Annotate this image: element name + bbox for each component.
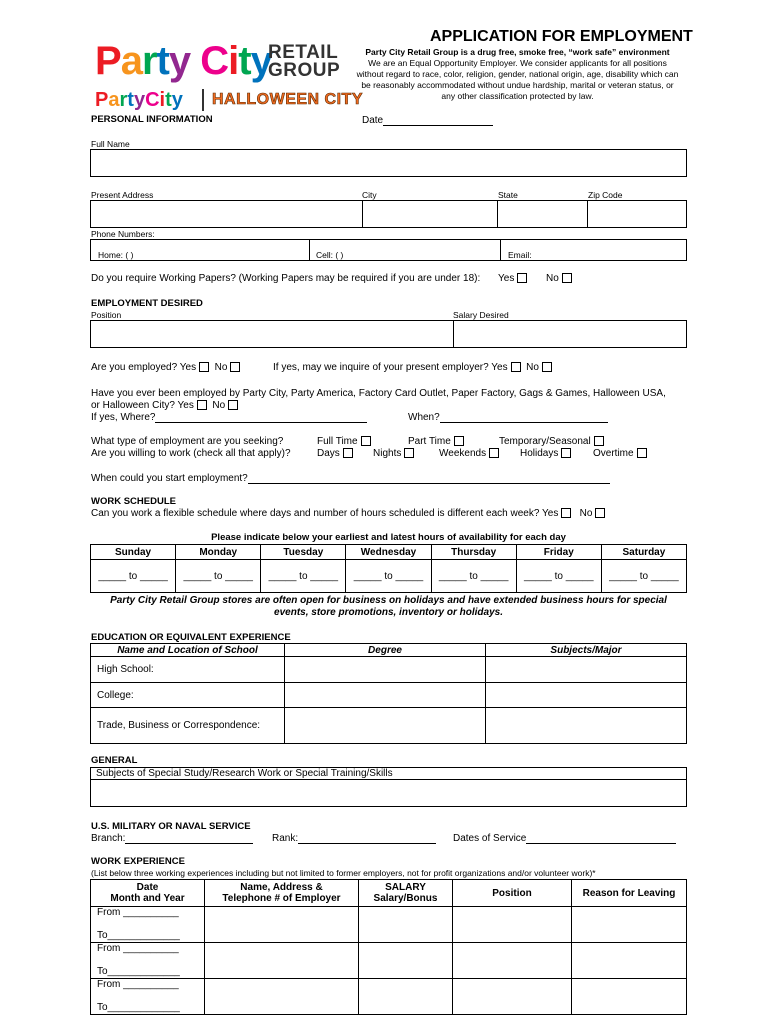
checkbox[interactable] bbox=[517, 273, 527, 283]
divider bbox=[362, 200, 363, 228]
cell[interactable] bbox=[205, 907, 359, 943]
checkbox[interactable] bbox=[343, 448, 353, 458]
day-header: Wednesday bbox=[346, 545, 431, 560]
divider bbox=[453, 320, 454, 348]
ever-employed-line1: Have you ever been employed by Party City, Party America, Factory Card Outlet, Paper Factory, Gags & Games, Halloween USA, bbox=[91, 388, 666, 399]
checkbox[interactable] bbox=[361, 436, 371, 446]
date-cell[interactable]: From __________ To_____________ bbox=[91, 943, 205, 979]
divider bbox=[309, 239, 310, 261]
working-papers-yes[interactable]: Yes bbox=[498, 273, 527, 284]
availability-slot[interactable]: _____ to _____ bbox=[176, 560, 261, 593]
cell[interactable] bbox=[359, 943, 453, 979]
cell[interactable] bbox=[486, 683, 687, 708]
holidays-option[interactable]: Holidays bbox=[520, 448, 571, 459]
salary-column-header: SALARY Salary/Bonus bbox=[359, 880, 453, 907]
halloween-city-logo: HALLOWEEN CITY bbox=[212, 91, 363, 108]
school-row-label: College: bbox=[91, 683, 285, 708]
checkbox[interactable] bbox=[637, 448, 647, 458]
rank-field[interactable]: Rank: bbox=[272, 833, 436, 844]
eeo-notice: Party City Retail Group is a drug free, smoke free, “work safe” environment We are an Equal Opportunity Employer. We consider applicants for all positions without regard to race, color, religion, gender, national origin, age, disability which can be reasonably accommodated without undue hardship, marital or veteran status, or any other classification protected by law. bbox=[356, 47, 679, 101]
availability-slot[interactable]: _____ to _____ bbox=[346, 560, 431, 593]
cell[interactable] bbox=[572, 907, 687, 943]
cell[interactable] bbox=[486, 708, 687, 744]
day-header: Monday bbox=[176, 545, 261, 560]
availability-slot[interactable]: _____ to _____ bbox=[601, 560, 686, 593]
cell[interactable] bbox=[285, 683, 486, 708]
nights-option[interactable]: Nights bbox=[373, 448, 414, 459]
availability-table bbox=[90, 544, 687, 593]
working-papers-question: Do you require Working Papers? (Working Papers may be required if you are under 18): bbox=[91, 273, 481, 284]
phone-field[interactable] bbox=[90, 239, 687, 261]
date-column-header: Date Month and Year bbox=[91, 880, 205, 907]
date-field[interactable]: Date bbox=[362, 115, 493, 126]
special-training-label: Subjects of Special Study/Research Work or Special Training/Skills bbox=[96, 768, 393, 779]
reason-column-header: Reason for Leaving bbox=[572, 880, 687, 907]
column-header: Degree bbox=[285, 644, 486, 657]
start-date-field[interactable]: When could you start employment? bbox=[91, 473, 610, 484]
education-heading: EDUCATION OR EQUIVALENT EXPERIENCE bbox=[91, 632, 291, 643]
availability-slot[interactable]: _____ to _____ bbox=[516, 560, 601, 593]
full-name-label: Full Name bbox=[91, 139, 130, 149]
work-experience-table bbox=[90, 879, 687, 1015]
cell[interactable] bbox=[572, 979, 687, 1015]
working-papers-no[interactable]: No bbox=[546, 273, 572, 284]
full-name-field[interactable] bbox=[90, 149, 687, 177]
home-phone-label: Home: ( ) bbox=[98, 250, 134, 260]
employment-desired-heading: EMPLOYMENT DESIRED bbox=[91, 298, 203, 309]
address-field[interactable] bbox=[90, 200, 687, 228]
email-label: Email: bbox=[508, 250, 532, 260]
cell[interactable] bbox=[285, 657, 486, 683]
willing-question: Are you willing to work (check all that apply)? bbox=[91, 448, 291, 459]
availability-slot[interactable]: _____ to _____ bbox=[431, 560, 516, 593]
cell[interactable] bbox=[205, 943, 359, 979]
ever-employed-yes-checkbox[interactable] bbox=[197, 400, 207, 410]
page-title: APPLICATION FOR EMPLOYMENT bbox=[430, 28, 693, 45]
ever-employed-line2: or Halloween City? Yes No bbox=[91, 400, 238, 411]
military-heading: U.S. MILITARY OR NAVAL SERVICE bbox=[91, 821, 251, 832]
salary-label: Salary Desired bbox=[453, 310, 509, 320]
position-column-header: Position bbox=[453, 880, 572, 907]
school-row-label: Trade, Business or Correspondence: bbox=[91, 708, 285, 744]
checkbox[interactable] bbox=[489, 448, 499, 458]
when-field[interactable]: When? bbox=[408, 412, 608, 423]
full-time-option[interactable]: Full Time bbox=[317, 436, 371, 447]
column-header: Name and Location of School bbox=[91, 644, 285, 657]
school-row-label: High School: bbox=[91, 657, 285, 683]
column-header: Subjects/Major bbox=[486, 644, 687, 657]
cell[interactable] bbox=[359, 979, 453, 1015]
employed-no-checkbox[interactable] bbox=[230, 362, 240, 372]
checkbox[interactable] bbox=[404, 448, 414, 458]
employed-yes-checkbox[interactable] bbox=[199, 362, 209, 372]
divider bbox=[497, 200, 498, 228]
divider bbox=[587, 200, 588, 228]
branch-field[interactable]: Branch: bbox=[91, 833, 253, 844]
divider bbox=[500, 239, 501, 261]
checkbox[interactable] bbox=[561, 448, 571, 458]
phone-numbers-label: Phone Numbers: bbox=[91, 229, 155, 239]
position-salary-field[interactable] bbox=[90, 320, 687, 348]
state-label: State bbox=[498, 190, 518, 200]
availability-slot[interactable]: _____ to _____ bbox=[261, 560, 346, 593]
cell[interactable] bbox=[486, 657, 687, 683]
cell[interactable] bbox=[453, 907, 572, 943]
work-experience-heading: WORK EXPERIENCE bbox=[91, 856, 185, 867]
employed-question: Are you employed? Yes No bbox=[91, 362, 240, 373]
if-yes-where-field[interactable]: If yes, Where? bbox=[91, 412, 367, 423]
party-city-logo: Party City bbox=[95, 39, 272, 83]
work-experience-note: (List below three working experiences including but not limited to former employers, not for profit organizations and/or volunteer work)* bbox=[91, 868, 596, 878]
inquire-no-checkbox[interactable] bbox=[542, 362, 552, 372]
date-cell[interactable]: From __________ To_____________ bbox=[91, 979, 205, 1015]
temporary-option[interactable]: Temporary/Seasonal bbox=[499, 436, 604, 447]
checkbox[interactable] bbox=[454, 436, 464, 446]
day-header: Sunday bbox=[91, 545, 176, 560]
cell[interactable] bbox=[205, 979, 359, 1015]
checkbox[interactable] bbox=[594, 436, 604, 446]
cell-phone-label: Cell: ( ) bbox=[316, 250, 344, 260]
day-header: Saturday bbox=[601, 545, 686, 560]
weekends-option[interactable]: Weekends bbox=[439, 448, 499, 459]
flexible-no-checkbox[interactable] bbox=[595, 508, 605, 518]
work-schedule-heading: WORK SCHEDULE bbox=[91, 496, 176, 507]
position-label: Position bbox=[91, 310, 122, 320]
retail-group-logo-text: RETAIL GROUP bbox=[268, 42, 341, 81]
day-header: Friday bbox=[516, 545, 601, 560]
flexible-question: Can you work a flexible schedule where days and number of hours scheduled is different each week? Yes No bbox=[91, 508, 605, 519]
cell[interactable] bbox=[453, 943, 572, 979]
party-city-small-logo: PartyCity bbox=[95, 89, 183, 111]
divider bbox=[90, 779, 687, 780]
dates-of-service-field[interactable]: Dates of Service bbox=[453, 833, 676, 844]
availability-slot[interactable]: _____ to _____ bbox=[91, 560, 176, 593]
zip-label: Zip Code bbox=[588, 190, 623, 200]
logo-separator bbox=[202, 89, 204, 111]
flexible-yes-checkbox[interactable] bbox=[561, 508, 571, 518]
personal-info-heading: PERSONAL INFORMATION bbox=[91, 114, 213, 125]
date-cell[interactable]: From __________ To_____________ bbox=[91, 907, 205, 943]
availability-instruction: Please indicate below your earliest and latest hours of availability for each day bbox=[211, 532, 566, 543]
cell[interactable] bbox=[285, 708, 486, 744]
employment-type-question: What type of employment are you seeking? bbox=[91, 436, 284, 447]
inquire-question: If yes, may we inquire of your present employer? Yes No bbox=[273, 362, 552, 373]
days-option[interactable]: Days bbox=[317, 448, 353, 459]
overtime-option[interactable]: Overtime bbox=[593, 448, 647, 459]
ever-employed-no-checkbox[interactable] bbox=[228, 400, 238, 410]
general-heading: GENERAL bbox=[91, 755, 138, 766]
holiday-note: Party City Retail Group stores are often open for business on holidays and have extended business hours for special events, store promotions, inventory or holidays. bbox=[110, 595, 667, 618]
cell[interactable] bbox=[359, 907, 453, 943]
cell[interactable] bbox=[453, 979, 572, 1015]
address-label: Present Address bbox=[91, 190, 154, 200]
education-table bbox=[90, 643, 687, 744]
cell[interactable] bbox=[572, 943, 687, 979]
part-time-option[interactable]: Part Time bbox=[408, 436, 464, 447]
day-header: Tuesday bbox=[261, 545, 346, 560]
checkbox[interactable] bbox=[562, 273, 572, 283]
city-label: City bbox=[362, 190, 377, 200]
day-header: Thursday bbox=[431, 545, 516, 560]
inquire-yes-checkbox[interactable] bbox=[511, 362, 521, 372]
employer-column-header: Name, Address & Telephone # of Employer bbox=[205, 880, 359, 907]
